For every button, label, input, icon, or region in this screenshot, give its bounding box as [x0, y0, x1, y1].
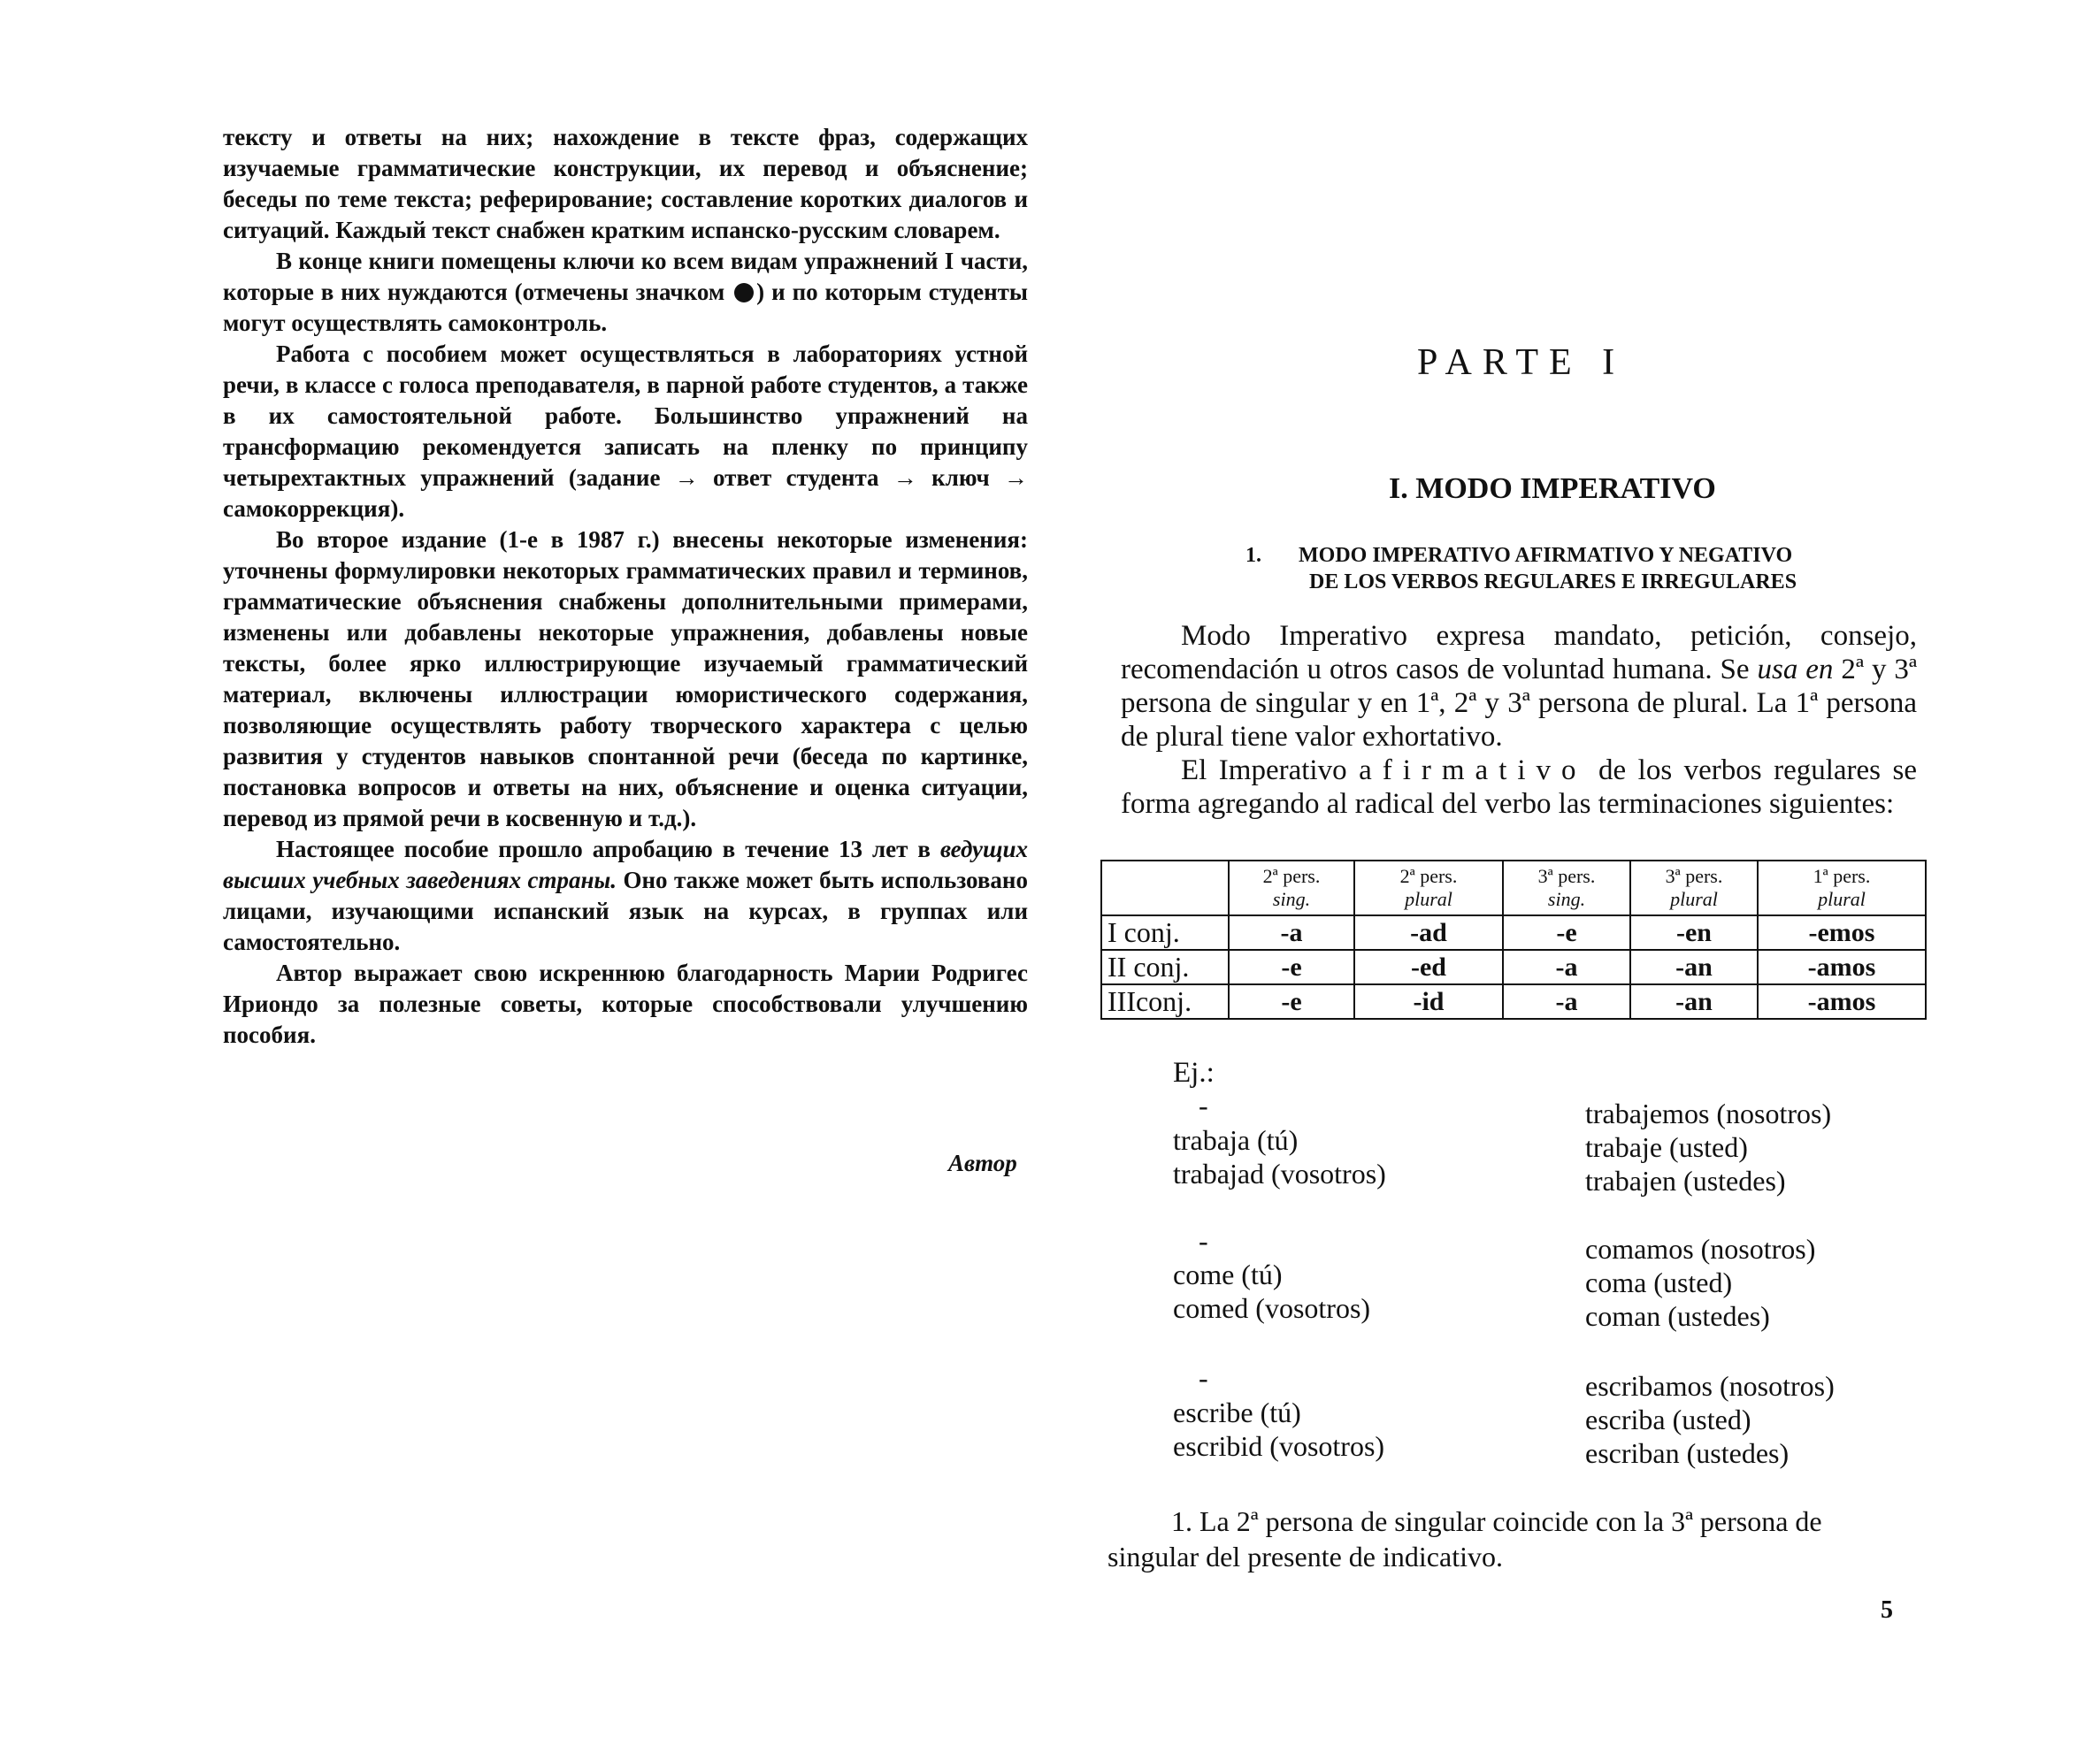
examples-label: Ej.: [1173, 1057, 1215, 1089]
header-bottom: sing. [1272, 888, 1311, 910]
intro-p1-start: Modo Imperativo expresa mandato, petición, consejo, recomendación u otros casos de voluntad humana. Se [1121, 620, 1917, 685]
table-cell: -e [1503, 915, 1630, 950]
example-right-column [1585, 1369, 1835, 1470]
intro-p1-end: 2ª y 3ª persona de singular y en 1ª, 2ª y 3ª persona de plural. La 1ª persona de plural tiene valor exhortativo. [1121, 654, 1917, 753]
table-cell: -amos [1758, 950, 1926, 984]
row-label: II conj. [1101, 950, 1229, 984]
table-corner-cell [1101, 861, 1229, 915]
intro-p2-spaced: afirmativo [1359, 754, 1587, 786]
example-form: coman (ustedes) [1585, 1300, 1770, 1332]
intro-paragraph-2 [1121, 754, 1917, 821]
intro-paragraph-1 [1121, 619, 1917, 754]
table-row [1101, 950, 1926, 984]
paragraph-4: Во второе издание (1-е в 1987 г.) внесены некоторые изменения: уточнены формулировки некоторых грамматических правил и терминов, грамматические объяснения снабжены дополнительными примерами, изменены или добавлены некоторые упражнения, добавлены новые тексты, более ярко иллюстрирующие изучаемый грамматический материал, включены иллюстрации юмористического содержания, позволяющие осуществлять работу творческого характера с целью развития у студентов навыков спонтанной речи (беседа по картинке, постановка вопросов и ответы на них, объяснение и оценка ситуации, перевод из прямой речи в косвенную и т.д.). [223, 526, 1028, 831]
example-form: escribid (vosotros) [1173, 1430, 1385, 1462]
table-cell: -amos [1758, 984, 1926, 1019]
paragraph-5-start: Настоящее пособие прошло апробацию в течение 13 лет в [276, 836, 931, 862]
example-form: escribamos (nosotros) [1585, 1370, 1835, 1402]
example-form: escriban (ustedes) [1585, 1437, 1790, 1469]
intro-p1-emphasis: usa en [1757, 654, 1834, 685]
table-header-cell [1503, 861, 1630, 915]
row-label: IIIconj. [1101, 984, 1229, 1019]
table-cell: -an [1630, 984, 1758, 1019]
table-cell: -ad [1354, 915, 1503, 950]
table-cell: -a [1503, 984, 1630, 1019]
example-form: comed (vosotros) [1173, 1292, 1371, 1324]
header-bottom: plural [1818, 888, 1866, 910]
header-top: 3ª pers. [1537, 865, 1596, 887]
table-cell: -id [1354, 984, 1503, 1019]
header-top: 2ª pers. [1399, 865, 1458, 887]
example-dash: - [1199, 1090, 1208, 1121]
left-page-text [223, 122, 1028, 1051]
example-form: escriba (usted) [1585, 1404, 1751, 1435]
header-bottom: sing. [1547, 888, 1586, 910]
header-top: 2ª pers. [1262, 865, 1321, 887]
example-left-column [1173, 1396, 1384, 1463]
example-dash: - [1199, 1225, 1208, 1257]
example-right-column [1585, 1097, 1831, 1198]
example-form: trabaje (usted) [1585, 1131, 1748, 1163]
paragraph-5-end: Оно также может быть использовано лицами, изучающими испанский язык на курсах, в группах или самостоятельно. [223, 867, 1028, 955]
header-top: 1ª pers. [1813, 865, 1871, 887]
page-number: 5 [1881, 1596, 1893, 1624]
subsection-line-1: MODO IMPERATIVO AFIRMATIVO Y NEGATIVO [1299, 544, 1793, 567]
table-cell: -an [1630, 950, 1758, 984]
intro-p2-end: de los verbos regulares se forma agregando al radical del verbo las terminaciones siguientes: [1121, 754, 1917, 820]
subsection-line-2: DE LOS VERBOS REGULARES E IRREGULARES [1309, 570, 1797, 593]
paragraph-5 [223, 834, 1028, 958]
header-bottom: plural [1670, 888, 1718, 910]
table-cell: -e [1229, 950, 1354, 984]
paragraph-5-emphasis: ведущих высших учебных заведениях страны. [223, 836, 1029, 893]
table-header-cell [1630, 861, 1758, 915]
paragraph-3: Работа с пособием может осуществляться в лабораториях устной речи, в классе с голоса преподавателя, в парной работе студентов, а также в их самостоятельной работе. Большинство упражнений на трансформацию рекомендуется записать на пленку по принципу четырехтактных упражнений (задание → ответ студента → ключ → самокоррекция). [223, 341, 1028, 522]
table-header-cell [1229, 861, 1354, 915]
example-form: escribe (tú) [1173, 1397, 1301, 1428]
intro-p2-start: El Imperativo [1181, 754, 1347, 786]
note-paragraph [1107, 1504, 1886, 1574]
example-right-column [1585, 1232, 1815, 1333]
example-form: comamos (nosotros) [1585, 1233, 1816, 1265]
table-cell: -ed [1354, 950, 1503, 984]
header-bottom: plural [1405, 888, 1452, 910]
example-form: trabajad (vosotros) [1173, 1158, 1386, 1190]
paragraph-2 [223, 246, 1028, 339]
example-form: trabajen (ustedes) [1585, 1165, 1786, 1197]
example-form: trabaja (tú) [1173, 1124, 1299, 1156]
table-header-cell [1758, 861, 1926, 915]
table-header-row [1101, 861, 1926, 915]
example-form: come (tú) [1173, 1259, 1283, 1290]
part-title: PARTE I [1417, 342, 1626, 383]
table-cell: -emos [1758, 915, 1926, 950]
table-cell: -en [1630, 915, 1758, 950]
table-header-cell [1354, 861, 1503, 915]
paragraph-2-end: ) и по которым студенты могут осуществлять самоконтроль. [223, 279, 1029, 336]
paragraph-1: тексту и ответы на них; нахождение в тексте фраз, содержащих изучаемые грамматические конструкции, их перевод и объяснение; беседы по теме текста; реферирование; составление коротких диалогов и ситуаций. Каждый текст снабжен кратким испанско-русским словарем. [223, 124, 1028, 243]
example-form: coma (usted) [1585, 1266, 1733, 1298]
example-left-column [1173, 1123, 1386, 1190]
table-cell: -a [1503, 950, 1630, 984]
section-title: I. MODO IMPERATIVO [1389, 472, 1716, 505]
note-text: 1. La 2ª persona de singular coincide con la 3ª persona de singular del presente de indicativo. [1107, 1505, 1822, 1573]
intro-text [1121, 619, 1917, 821]
author-signature: Автор [948, 1150, 1017, 1176]
row-label: I conj. [1101, 915, 1229, 950]
paragraph-2-start: В конце книги помещены ключи ко всем видам упражнений I части, которые в них нуждаются (отмечены значком [223, 248, 1028, 305]
header-top: 3ª pers. [1665, 865, 1723, 887]
table-row [1101, 915, 1926, 950]
example-form: trabajemos (nosotros) [1585, 1098, 1832, 1129]
table-cell: -a [1229, 915, 1354, 950]
filled-circle-icon [734, 283, 754, 302]
paragraph-6: Автор выражает свою искреннюю благодарность Марии Родригес Ириондо за полезные советы, которые способствовали улучшению пособия. [223, 960, 1028, 1048]
example-left-column [1173, 1258, 1370, 1325]
table-row [1101, 984, 1926, 1019]
example-dash: - [1199, 1362, 1208, 1394]
conjugation-table [1100, 860, 1927, 1020]
subsection-number: 1. [1245, 544, 1261, 567]
table-cell: -e [1229, 984, 1354, 1019]
